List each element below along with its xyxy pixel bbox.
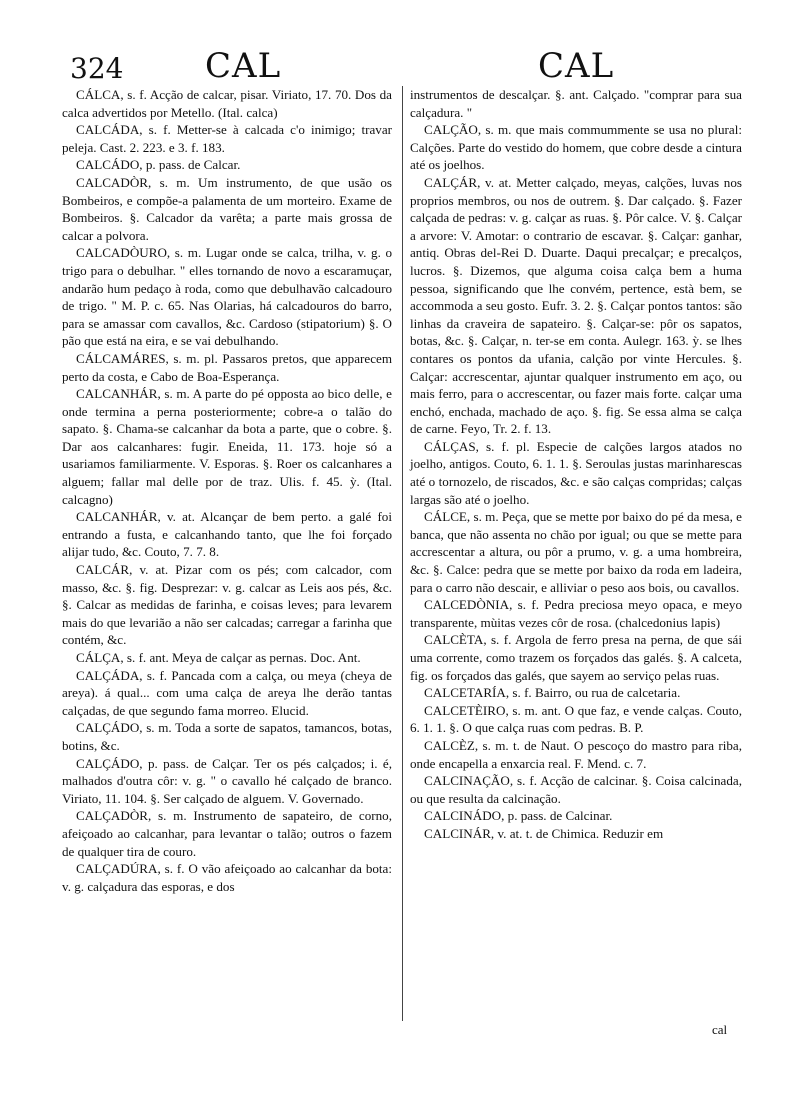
dictionary-entry: CALCINÁR, v. at. t. de Chimica. Reduzir em [424, 825, 664, 841]
dictionary-entry: CÁLCAMÁRES, s. m. pl. Passaros pretos, que apparecem perto da costa, e Cabo de Boa-Esperança. [62, 350, 392, 384]
dictionary-entry: CALCÁDA, s. f. Metter-se à calcada c'o inimigo; travar peleja. Cast. 2. 223. e 3. f. 183. [62, 122, 392, 155]
dictionary-entry: CALÇÁR, v. at. Metter calçado, meyas, calções, luvas nos proprios membros, ou nos de outrem. §. Dar calçado. §. Fazer calçada de pedras: v. g. calçar as ruas. §. Pôr calce. V. §. Calçar a arvore: V. Amotar: o contrario de escavar. §. Calçar: ganhar, antiq. Obras del-Rei D. Duarte. Daqui precalçar; e precalços, lucros. §. Dizemos, que alguma coisa calça bem a huma pessoa, significando que lhe convém, pertence, està bem, se accommoda a seu gosto. Eufr. 3. 2. §. Calçar pontos tantos: são linhas da craveira de sapateiro. §. Calçar-se: pôr os sapatos, botas, &c. §. Calçar, n. ter-se em conta. Aulegr. 163. ỳ. se lhes contares os pontos da ufania, calção por vinte Hercules. §. Calçar: accrescentar, ajuntar qualquer instrumento em aço, ou mais ferro, para o accrescentar, ou fazer mais forte. calçar uma enchó, enchada, machado de aço. §. fig. Se essa alma se calça de carne. Feyo, Tr. 2. f. 13. [410, 174, 742, 437]
dictionary-entry: CALCÈTA, s. f. Argola de ferro presa na perna, de que sái uma corrente, como trazem os forçados das galés. §. A calceta, fig. os forçados das galés, que sayem ao serviço pelas ruas. [410, 632, 742, 683]
dictionary-entry: CALCANHÁR, s. m. A parte do pé opposta ao bico delle, e onde termina a perna posteriormente; cobre-a o talão do sapato. §. Chama-se calcanhar da bota a parte, que o cobre. §. Dar aos calcanhares: fugir. Eneida, 11. 173. hoje só a usariamos familiarmente. V. Esporas. §. Roer os calcanhares a alguem; fallar mal delle por de traz. Ulis. f. 45. ỳ. (Ital. calcagno) [62, 386, 392, 507]
running-head-left: CAL [205, 46, 282, 86]
dictionary-entry: CALÇÃO, s. m. que mais commummente se usa no plural: Calções. Parte do vestido do homem, que cobre desde a cintura até os joelhos. [410, 122, 742, 173]
running-head-right: CAL [538, 46, 615, 86]
dictionary-entry: CALCINAÇÃO, s. f. Acção de calcinar. §. Coisa calcinada, ou que resulta da calcinação. [410, 773, 742, 806]
left-column [62, 86, 392, 895]
dictionary-entry: CALCADÒURO, s. m. Lugar onde se calca, trilha, v. g. o trigo para o debulhar. " elles tornando de novo a escaramuçar, andarão hum pedaço à roda, como que debulhavão calcadouro de trigo. " M. P. c. 65. Nas Olarias, há calcadouros do barro, para se amassar com cavallos, &c. Cardoso (stipatorium) §. O pão que está na eira, e se vai debulhando. [62, 245, 392, 349]
right-column [410, 86, 742, 843]
dictionary-entry: CALCADÒR, s. m. Um instrumento, de que usão os Bombeiros, e compõe-a palamenta de um morteiro. Exame de Bombeiros. §. Calcador da varêta; a parte mais grossa de calcar a polvora. [62, 174, 392, 243]
dictionary-entry: CALÇADÚRA, s. f. O vão afeiçoado ao calcanhar da bota: v. g. calçadura das esporas, e dos [62, 861, 392, 894]
dictionary-entry: CALCANHÁR, v. at. Alcançar de bem perto. a galé foi entrando a fusta, e calcanhando tanto, que lhe foi forçado alijar tudo, &c. Couto, 7. 7. 8. [62, 509, 392, 560]
catchword: cal [712, 1022, 728, 1037]
dictionary-entry: CALÇÁDA, s. f. Pancada com a calça, ou meya (cheya de areya). á qual... com uma calça de areya lhe derão tantas calçadas, de que segundo fama morreo. Elucid. [62, 667, 392, 718]
dictionary-entry: CALCETÈIRO, s. m. ant. O que faz, e vende calças. Couto, 6. 1. 1. §. O que calça ruas com pedras. B. P. [410, 702, 742, 736]
column-divider [402, 86, 403, 1021]
dictionary-entry: CALCINÁDO, p. pass. de Calcinar. [424, 808, 613, 824]
dictionary-entry: CALÇÁDO, s. m. Toda a sorte de sapatos, tamancos, botas, botins, &c. [62, 720, 392, 753]
dictionary-entry: CALÇÁDO, p. pass. de Calçar. Ter os pés calçados; i. é, malhados d'outra côr: v. g. " o cavallo hé calçado de branco. Viriato, 11. 104. §. Ser calçado de alguem. V. Governado. [62, 755, 392, 806]
dictionary-entry: instrumentos de descalçar. §. ant. Calçado. "comprar para sua calçadura. " [410, 87, 742, 120]
dictionary-entry: CÁLCA, s. f. Acção de calcar, pisar. Viriato, 17. 70. Dos da calca advertidos por Metello. (Ital. calca) [62, 87, 392, 120]
dictionary-entry: CÁLÇA, s. f. ant. Meya de calçar as pernas. Doc. Ant. [76, 650, 361, 665]
dictionary-entry: CALÇADÒR, s. m. Instrumento de sapateiro, de corno, afeiçoado ao calcanhar, para levantar o talão; outros o fazem de qualquer tira de couro. [62, 808, 392, 859]
dictionary-entry: CÁLÇAS, s. f. pl. Especie de calções largos atados no joelho, antigos. Couto, 6. 1. 1. §. Seroulas justas marinharescas até o tornozelo, de riscados, &c. e são calças compridas; calças largas são até o joelho. [410, 438, 742, 507]
dictionary-entry: CALCEDÒNIA, s. f. Pedra preciosa meyo opaca, e meyo transparente, mùitas vezes côr de rosa. (chalcedonius lapis) [410, 597, 742, 630]
page-number: 324 [70, 52, 124, 85]
dictionary-entry: CALCÈZ, s. m. t. de Naut. O pescoço do mastro para riba, onde encapella a enxarcia real. F. Mend. c. 7. [410, 737, 742, 771]
dictionary-entry: CALCÁR, v. at. Pizar com os pés; com calcador, com masso, &c. §. fig. Desprezar: v. g. calcar as Leis aos pés, &c. §. Calcar as medidas de farinha, e coisas leves; para levarem mais do que levarião a não ser calcadas; carregar a farinha que contém, &c. [62, 562, 392, 648]
dictionary-entry: CALCÁDO, p. pass. de Calcar. [76, 157, 241, 173]
dictionary-entry: CALCETARÍA, s. f. Bairro, ou rua de calcetaria. [424, 685, 681, 701]
dictionary-entry: CÁLCE, s. m. Peça, que se mette por baixo do pé da mesa, e banca, que não assenta no chão por igual; ou que se mette para accrescentar a altura, ou pôr a prumo, v. g. a uma hombreira, &c. §. Calce: pedra que se mette por baixo da roda em ladeira, para o carro não descair, e alliviar o peso aos bois, ou cavallos. [410, 509, 742, 595]
